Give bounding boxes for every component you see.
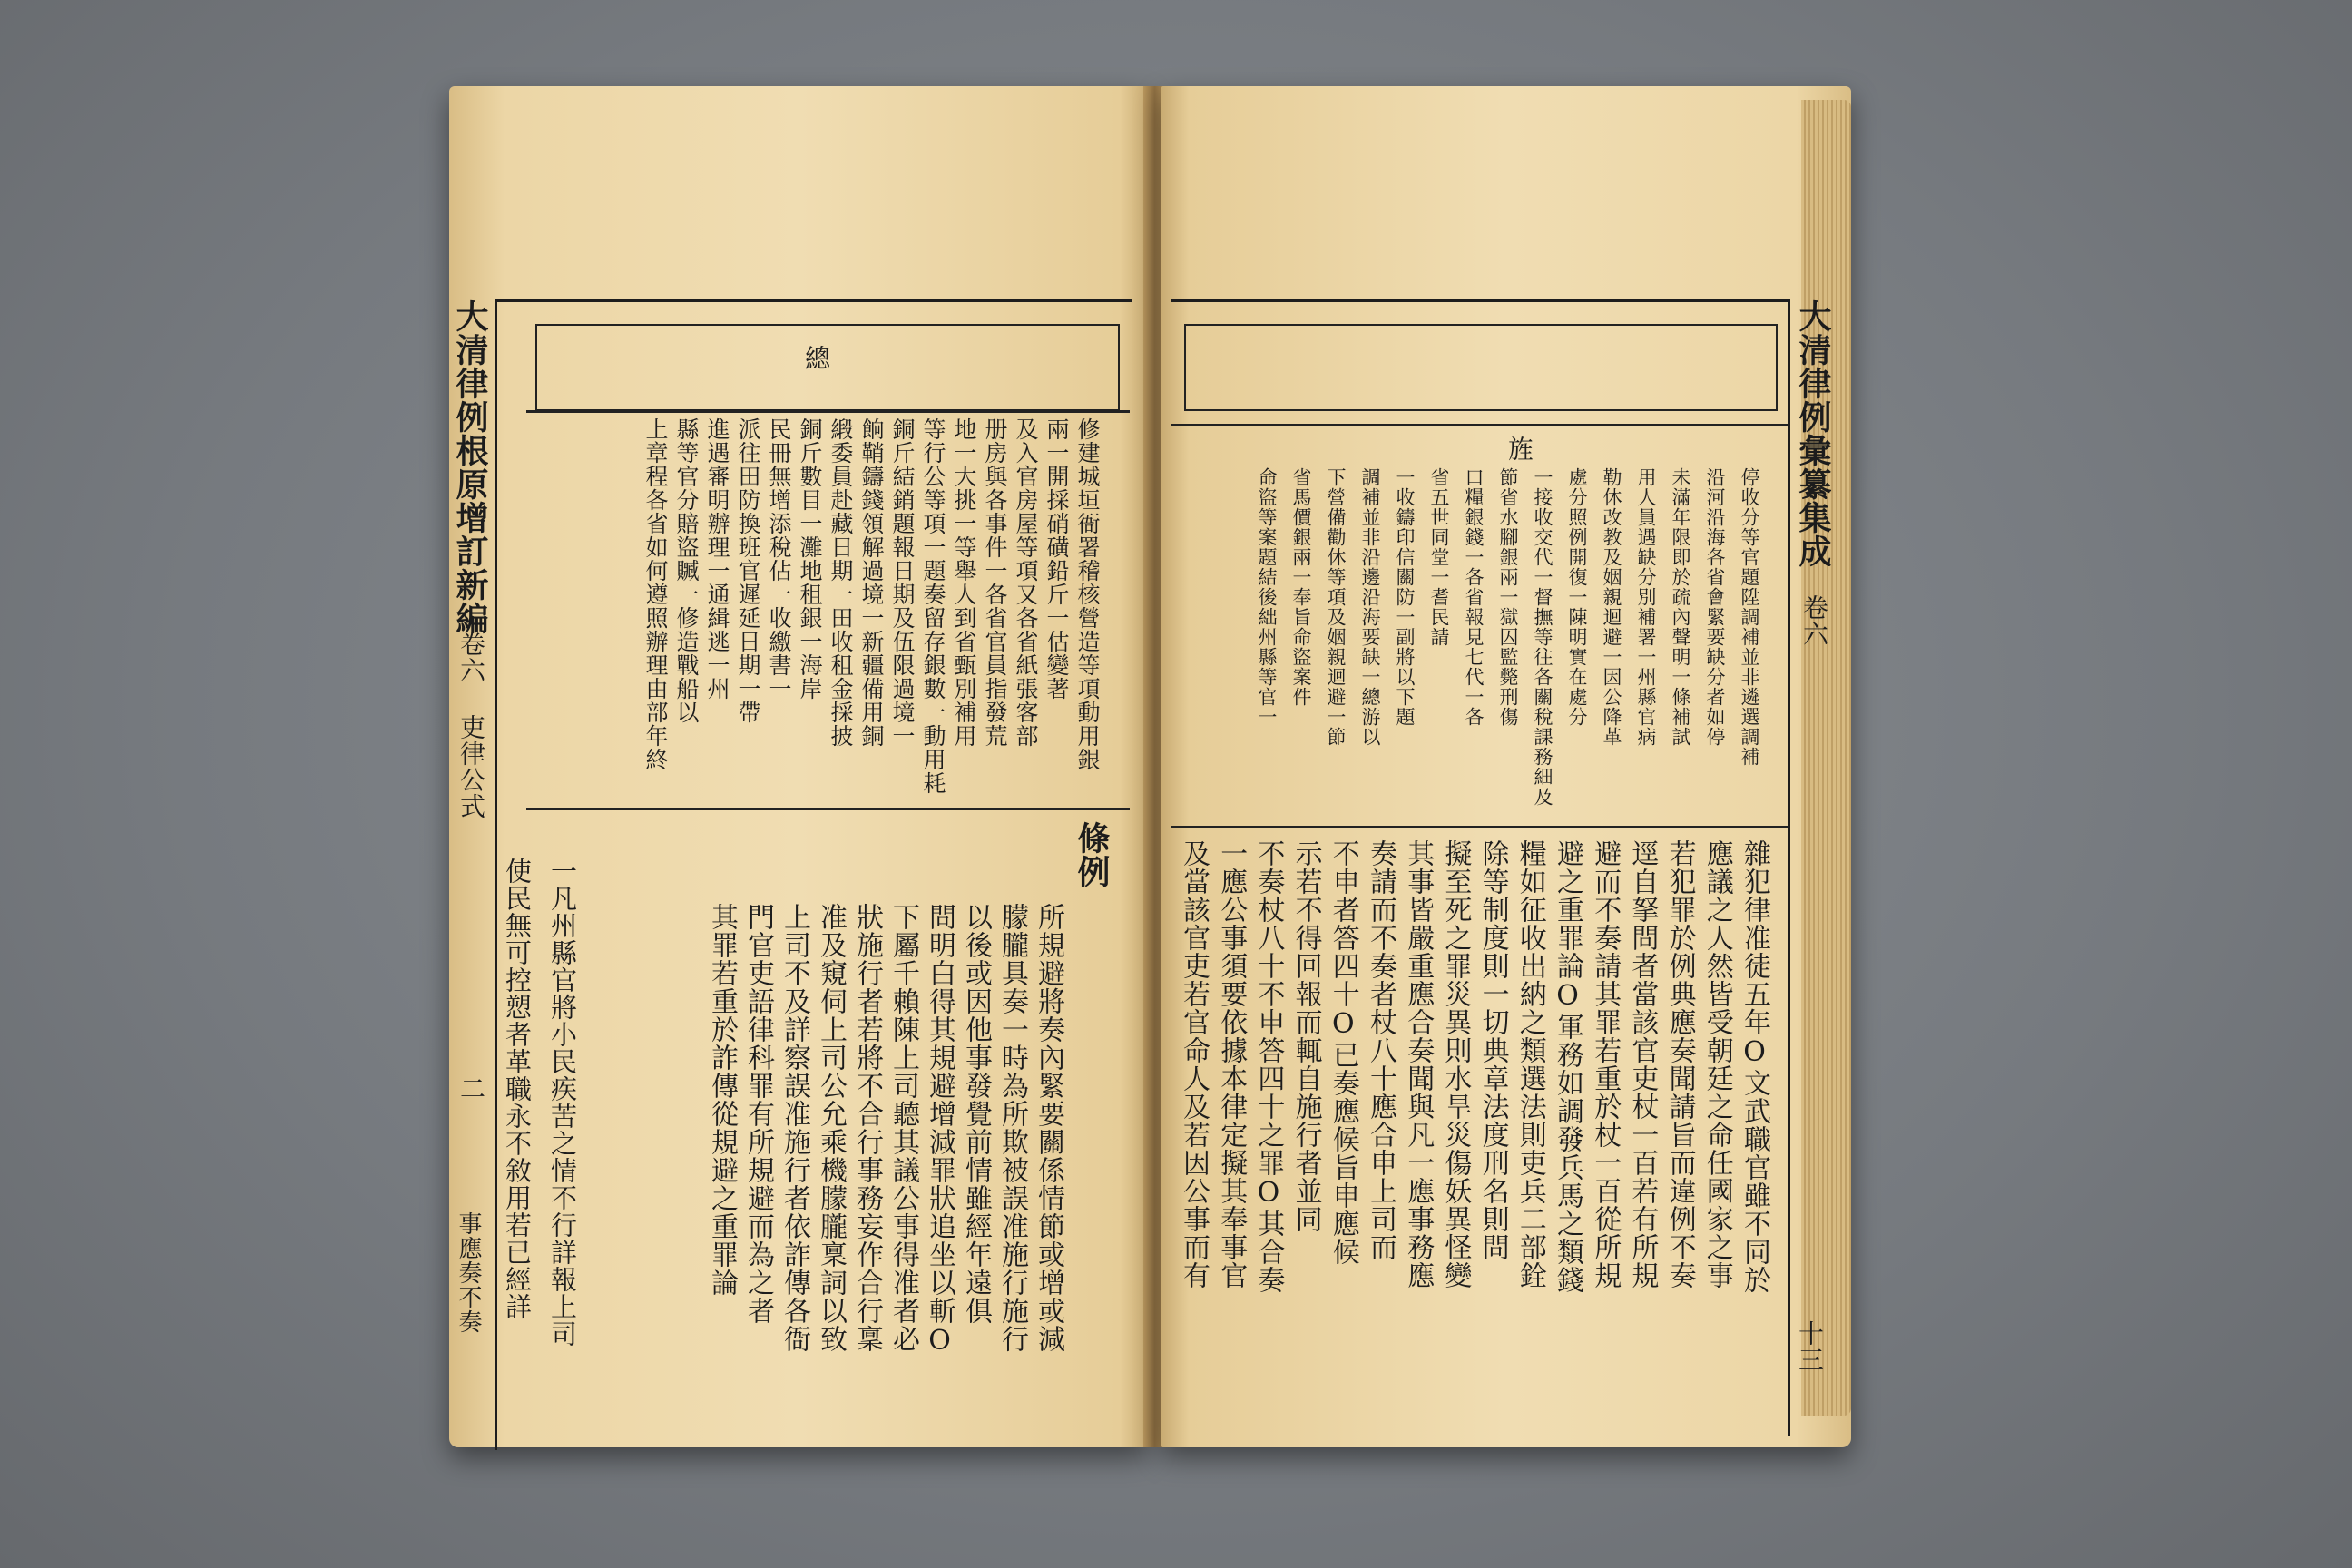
upper-list-line: 調補並非沿邊沿海要缺一總游以: [1359, 467, 1381, 747]
right-upper-list: [1175, 467, 1774, 821]
upper-list-line: 口糧銀錢一各省報見七代一各: [1463, 467, 1485, 727]
main-text-line: 及當該官吏若官命人及若因公事而有: [1178, 839, 1210, 1289]
main-text-line: 以後或因他事發覺前情雖經年遠俱: [960, 903, 992, 1325]
left-page: [449, 86, 1148, 1447]
upper-list-line: 命盜等案題結後絀州縣等官一: [1256, 467, 1278, 727]
main-text-line: 奏請而不奏者杖八十應合申上司而: [1365, 839, 1396, 1261]
left-section-label: 卷六 吏律公式: [456, 631, 486, 819]
main-text-line: 若犯罪於例典應奏聞請旨而違例不奏: [1663, 839, 1696, 1289]
upper-list-line: 及入官房屋等項又各省紙張客部: [1013, 417, 1039, 748]
main-text-line: 問明白得其規避增減罪狀追坐以斬O: [924, 903, 956, 1357]
main-text-line: 其罪若重於詐傳從規避之重罪論: [706, 903, 738, 1297]
main-text-line: 上司不及詳察誤准施行者依詐傳各衙: [779, 903, 810, 1353]
right-main-text: [1180, 839, 1779, 1411]
right-box-title: 旌: [1504, 436, 1534, 462]
left-folio: 二: [456, 1075, 486, 1102]
left-large-text: [504, 858, 594, 1366]
left-footer: 事應奏不奏: [455, 1211, 482, 1334]
upper-list-line: 銅斤數目一灘地租銀一海岸: [797, 417, 823, 701]
left-running-head: 大清律例根原增訂新編: [451, 299, 489, 635]
main-text-line: 朦朧具奏一時為所欺被誤准施行施行: [996, 903, 1028, 1353]
right-page: [1161, 86, 1851, 1447]
upper-list-line: 進遇審明辦理一通緝逃一州: [704, 417, 730, 701]
upper-list-line: 省五世同堂一耆民請: [1428, 467, 1450, 647]
upper-list-line: 省馬價銀兩一奉旨命盜案件: [1290, 467, 1312, 707]
left-upper-bottom-rule: [526, 808, 1130, 810]
upper-list-line: 縣等官分賠盜贓一修造戰船以: [673, 417, 700, 724]
upper-list-line: 沿河沿海各省會緊要缺分者如停: [1704, 467, 1726, 747]
main-text-line: 狀施行者若將不合行事務妄作合行稟: [851, 903, 883, 1353]
main-text-line: 示若不得回報而輒自施行者並同: [1289, 839, 1322, 1233]
page-edges: [1801, 100, 1851, 1416]
main-text-line: 門官吏語律科罪有所規避而為之者: [742, 903, 774, 1325]
large-text-line: 一凡州縣官將小民疾苦之情不行詳報上司: [547, 858, 578, 1348]
upper-list-line: 一收鑄印信關防一副將以下題: [1394, 467, 1416, 727]
upper-list-line: 用人員遇缺分別補署一州縣官病: [1635, 467, 1657, 747]
open-book: [426, 86, 1896, 1465]
left-heading: 條例: [1073, 821, 1111, 888]
upper-list-line: 節省水腳銀兩一獄囚監斃刑傷: [1497, 467, 1519, 727]
upper-list-line: 勒休改教及姻親迴避一因公降革: [1601, 467, 1622, 747]
upper-list-line: 一接收交代一督撫等往各關稅課務細及: [1532, 467, 1553, 807]
main-text-line: 應議之人然皆受朝廷之命任國家之事: [1700, 839, 1733, 1289]
upper-list-line: 未滿年限即於疏內聲明一條補試: [1670, 467, 1691, 747]
main-text-line: 避而不奏請其罪若重於杖一百從所規: [1589, 839, 1622, 1289]
upper-list-line: 餉鞘鑄錢領解過境一新疆備用銅: [858, 417, 885, 748]
main-text-line: 准及窺伺上司公允乘機朦朧稟詞以致: [815, 903, 847, 1353]
left-main-text: [599, 903, 1071, 1375]
main-text-line: 雜犯律准徒五年O文武職官雖不同於: [1739, 839, 1770, 1294]
main-text-line: 避之重罪論O軍務如調發兵馬之類錢: [1552, 839, 1583, 1294]
upper-list-line: 銅斤結銷題報日期及伍限過境一: [889, 417, 916, 748]
main-text-line: 一應公事須要依據本律定擬其奉事官: [1215, 839, 1248, 1289]
left-box-title: 總: [801, 345, 831, 371]
main-text-line: 擬至死之罪災異則水旱災傷妖異怪變: [1439, 839, 1472, 1289]
main-text-line: 下屬千賴陳上司聽其議公事得准者必: [887, 903, 919, 1353]
left-upper-list: [526, 417, 1107, 803]
main-text-line: 其事皆嚴重應合奏聞與凡一應事務應: [1402, 839, 1435, 1289]
upper-list-line: 處分照例開復一陳明實在處分: [1566, 467, 1588, 727]
left-upper-top-rule: [526, 410, 1130, 413]
main-text-line: 不奏杖八十不申答四十之罪O其合奏: [1252, 839, 1285, 1294]
faint-seal-marks: [1543, 172, 1571, 252]
main-text-line: 所規避將奏內緊要關係情節或增或減: [1033, 903, 1064, 1353]
upper-list-line: 派往田防換班官遲延日期一帶: [735, 417, 761, 724]
upper-list-line: 地一大挑一等舉人到省甄別補用: [951, 417, 977, 748]
main-text-line: 除等制度則一切典章法度刑名則問: [1476, 839, 1509, 1261]
right-title-box: [1184, 324, 1778, 411]
upper-list-line: 停收分等官題陞調補並非遴選調補: [1739, 467, 1760, 767]
right-section-label: 卷六: [1799, 594, 1829, 647]
large-text-line: 使民無可控愬者革職永不敘用若已經詳: [502, 858, 533, 1320]
main-text-line: 不申者答四十O已奏應候旨申應候: [1327, 839, 1359, 1266]
upper-list-line: 修建城垣衙署稽核營造等項動用銀: [1074, 417, 1101, 771]
upper-list-line: 等行公等項一題奏留存銀數一動用耗: [920, 417, 946, 795]
right-folio: 十三: [1795, 1320, 1825, 1373]
main-text-line: 糧如征收出納之類選法則吏兵二部銓: [1514, 839, 1546, 1289]
right-upper-bottom-rule: [1171, 826, 1788, 828]
upper-list-line: 册房與各事件一各省官員指發荒: [982, 417, 1008, 748]
upper-list-line: 上章程各省如何遵照辦理由部年終: [642, 417, 669, 771]
right-running-head: 大清律例彙纂集成: [1794, 299, 1832, 568]
upper-list-line: 民冊無增添稅佔一收繳書一: [766, 417, 792, 701]
main-text-line: 逕自拏問者當該官吏杖一百若有所規: [1626, 839, 1659, 1289]
upper-list-line: 兩一開採硝磺鉛斤一估變著: [1044, 417, 1070, 701]
upper-list-line: 下營備勸休等項及姻親迴避一節: [1325, 467, 1347, 747]
upper-list-line: 緞委員赴藏日期一田收租金採披: [828, 417, 854, 748]
right-upper-top-rule: [1171, 424, 1788, 426]
